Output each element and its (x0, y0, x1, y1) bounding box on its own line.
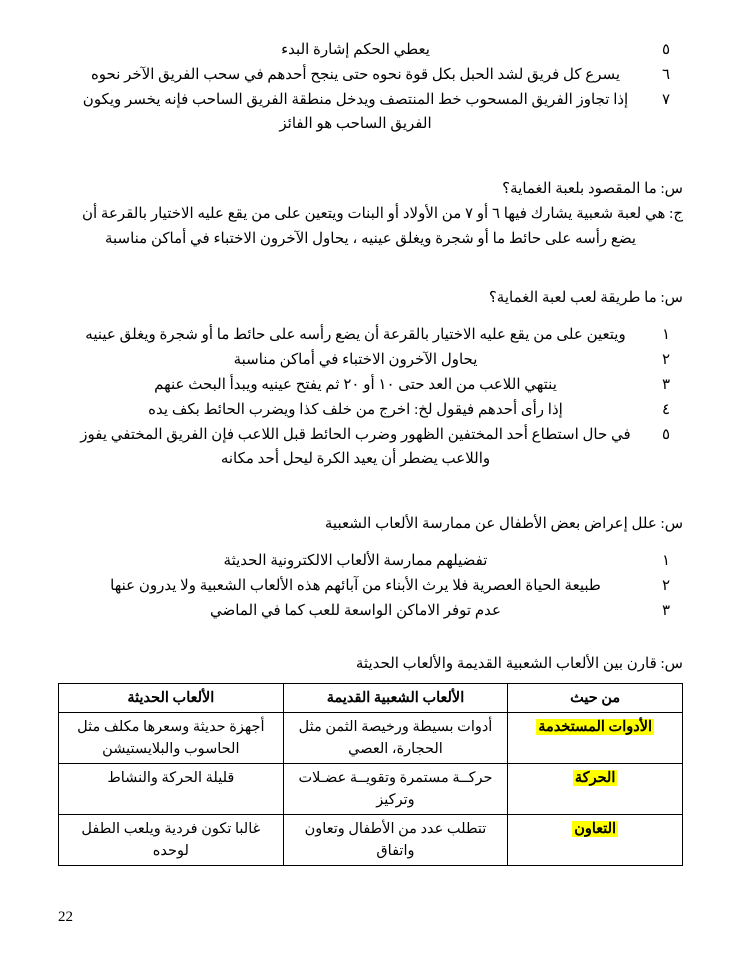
qa-block-compare (58, 652, 683, 866)
list-item (58, 38, 683, 62)
list-item (58, 574, 683, 598)
list-item (58, 348, 683, 372)
list-item (58, 63, 683, 87)
list-item (58, 398, 683, 422)
list-item-text: ويتعين على من يقع عليه الاختيار بالقرعة أن يضع رأسه على حائط ما أو شجرة ويغلق عينيه (85, 327, 626, 343)
list-item-text: يحاول الآخرون الاختباء في أماكن مناسبة (233, 352, 478, 368)
list-item (58, 373, 683, 397)
qa-block-ghomaya-meaning (58, 177, 683, 252)
list-item-number: ١ (661, 553, 671, 569)
table-row (59, 764, 683, 815)
table-row (59, 815, 683, 866)
cell-new-movement: قليلة الحركة والنشاط (59, 764, 284, 815)
list-item (58, 423, 683, 471)
list-item-text: طبيعة الحياة العصرية فلا يرث الأبناء من آبائهم هذه الألعاب الشعبية ولا يدرون عنها (110, 578, 601, 594)
cell-old-cooperation: تتطلب عدد من الأطفال وتعاون واتفاق (283, 815, 508, 866)
list-item-number: ٣ (661, 603, 671, 619)
list-item-text-continued: الفريق الساحب هو الفائز (279, 116, 432, 132)
question-text: س: ما المقصود بلعبة الغماية؟ (502, 181, 683, 197)
cell-new-tools: أجهزة حديثة وسعرها مكلف مثل الحاسوب والبلايستيشن (59, 713, 284, 764)
row-header-movement (508, 764, 683, 815)
answer-line-2: يضع رأسه على حائط ما أو شجرة ويغلق عينيه ، يحاول الآخرون الاختباء في أماكن مناسبة (104, 231, 637, 247)
list-item (58, 323, 683, 347)
question-text: س: علل إعراض بعض الأطفال عن ممارسة الألعاب الشعبية (324, 516, 683, 532)
highlighted-text: الحركة (574, 770, 616, 786)
list-item-number: ٥ (661, 427, 671, 443)
list-item-text: إذا رأى أحدهم فيقول لخ: اخرج من خلف كذا ويضرب الحائط بكف يده (148, 402, 563, 418)
column-header-aspect: من حيث (508, 684, 683, 713)
list-item-text: إذا تجاوز الفريق المسحوب خط المنتصف ويدخل منطقة الفريق الساحب فإنه يخسر ويكون (82, 92, 629, 108)
list-item (58, 599, 683, 623)
list-item-text: يعطي الحكم إشارة البدء (281, 42, 430, 58)
cell-old-tools: أدوات بسيطة ورخيصة الثمن مثل الحجارة، العصي (283, 713, 508, 764)
column-header-old-games: الألعاب الشعبية القديمة (283, 684, 508, 713)
answer-line-1: ج: هي لعبة شعبية يشارك فيها ٦ أو ٧ من الأولاد أو البنات ويتعين على من يقع عليه الاختيار بالقرعة أن (82, 206, 683, 222)
cell-old-movement: حركــة مستمرة وتقويــة عضـلات وتركيز (283, 764, 508, 815)
qa-block-reasons (58, 512, 683, 623)
row-header-cooperation (508, 815, 683, 866)
highlighted-text: التعاون (574, 821, 617, 837)
list-item-number: ١ (661, 327, 671, 343)
top-numbered-list (58, 38, 683, 136)
reasons-numbered-list (58, 549, 683, 623)
list-item-text: عدم توفر الاماكن الواسعة للعب كما في الماضي (210, 603, 501, 619)
row-header-tools (508, 713, 683, 764)
list-item-number: ٢ (661, 578, 671, 594)
cell-new-cooperation: غالبا تكون فردية ويلعب الطفل لوحده (59, 815, 284, 866)
comparison-table (58, 683, 683, 866)
list-item-text-continued: واللاعب يضطر أن يعيد الكرة ليحل أحد مكانه (220, 451, 491, 467)
column-header-new-games: الألعاب الحديثة (59, 684, 284, 713)
list-item-number: ٥ (661, 42, 671, 58)
page-number: 22 (58, 909, 73, 925)
highlighted-text: الأدوات المستخدمة (538, 719, 652, 735)
list-item (58, 88, 683, 136)
qa-block-ghomaya-method (58, 286, 683, 471)
list-item-text: في حال استطاع أحد المختفين الظهور وضرب الحائط قبل اللاعب فإن الفريق المختفي يفوز (80, 427, 631, 443)
list-item (58, 549, 683, 573)
list-item-text: ينتهي اللاعب من العد حتى ١٠ أو ٢٠ ثم يفتح عينيه ويبدأ البحث عنهم (154, 377, 557, 393)
list-item-number: ٧ (661, 92, 671, 108)
question-text: س: ما طريقة لعب لعبة الغماية؟ (488, 290, 683, 306)
list-item-number: ٦ (661, 67, 671, 83)
list-item-number: ٢ (661, 352, 671, 368)
method-numbered-list (58, 323, 683, 471)
list-item-text: يسرع كل فريق لشد الحبل بكل قوة نحوه حتى ينجح أحدهم في سحب الفريق الآخر نحوه (90, 67, 621, 83)
list-item-number: ٤ (661, 402, 671, 418)
question-text: س: قارن بين الألعاب الشعبية القديمة والألعاب الحديثة (355, 656, 683, 672)
list-item-text: تفضيلهم ممارسة الألعاب الالكترونية الحديثة (223, 553, 488, 569)
list-item-number: ٣ (661, 377, 671, 393)
table-header-row (59, 684, 683, 713)
table-row (59, 713, 683, 764)
